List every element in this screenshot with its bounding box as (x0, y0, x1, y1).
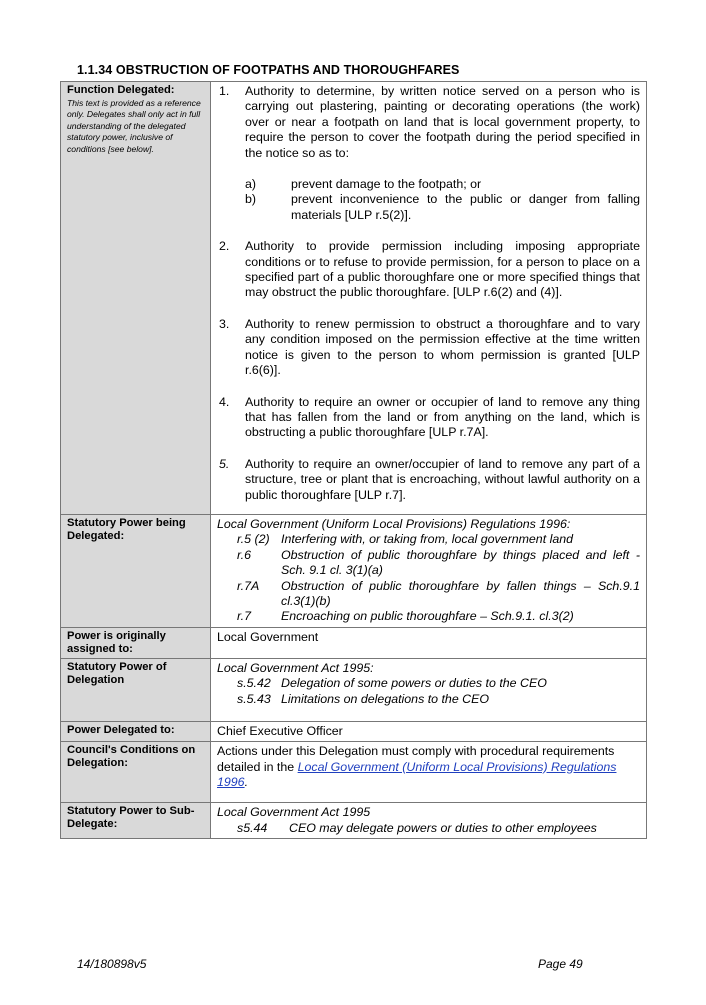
regulation-item: r.6 Obstruction of public thoroughfare by things placed and left - Sch. 9.1 cl. 3(1)(a) (237, 547, 640, 578)
power-of-delegation-content (211, 658, 647, 721)
delegation-table (60, 81, 647, 839)
originally-assigned-value: Local Government (211, 627, 647, 658)
regulation-heading: Local Government (Uniform Local Provisions) Regulations 1996: (217, 517, 571, 531)
row-statutory-power (61, 515, 647, 628)
list-item: 2. Authority to provide permission including imposing appropriate conditions or to refuse to provide permission, for a person to place on a specified part of a public thoroughfare one or more specified things that may obstruct the public thoroughfare. [ULP r.6(2) and (4)]. (219, 239, 640, 300)
list-item: 5. Authority to require an owner/occupier of land to remove any part of a structure, tree or plant that is encroaching, without lawful authority on a public thoroughfare [ULP r.7]. (219, 456, 640, 502)
regulation-item: r.7 Encroaching on public thoroughfare – Sch.9.1. cl.3(2) (237, 609, 574, 624)
function-content (211, 82, 647, 515)
list-item: 1. Authority to determine, by written notice served on a person who is carrying out plastering, painting or decorating operations (the work) over or near a footpath on land that is local government property, to require the person to cover the footpath during the period specified in the notice so as to: (219, 84, 640, 160)
row-power-of-delegation (61, 658, 647, 721)
statutory-power-content (211, 515, 647, 628)
sub-list-item: b) prevent inconvenience to the public or danger from falling materials [ULP r.5(2)]. (245, 192, 640, 222)
statutory-power-label: Statutory Power being Delegated: (61, 515, 211, 628)
power-of-delegation-label: Statutory Power of Delegation (61, 658, 211, 721)
row-delegated-to (61, 721, 647, 741)
regulations-link[interactable]: Local Government (Uniform Local Provisions) Regulations 1996 (217, 759, 617, 790)
act-heading: Local Government Act 1995 (217, 805, 371, 820)
delegated-to-label: Power Delegated to: (61, 721, 211, 741)
function-label: Function Delegated: (67, 84, 175, 96)
document-reference: 14/180898v5 (77, 957, 147, 971)
row-sub-delegate (61, 803, 647, 839)
section-item: s.5.42 Delegation of some powers or duties to the CEO (237, 676, 547, 691)
section-item: s5.44 CEO may delegate powers or duties to other employees (237, 820, 597, 835)
row-function-delegated (61, 82, 647, 515)
list-item: 3. Authority to renew permission to obstruct a thoroughfare and to vary any condition imposed on the permission effective at the time written notice is given to the person to whom permission is granted [ULP r.6(6)]. (219, 316, 640, 378)
delegated-to-value: Chief Executive Officer (211, 721, 647, 741)
sub-list-item: a) prevent damage to the footpath; or (245, 177, 482, 192)
conditions-content: Actions under this Delegation must comply with procedural requirements detailed in the Local Government (Uniform Local Provisions) Regulations 1996. (211, 742, 647, 803)
list-item: 4. Authority to require an owner or occupier of land to remove any thing that has fallen from the land or from anything on the land, which is obstructing a public thoroughfare [ULP r.7A]. (219, 394, 640, 440)
reference-note: This text is provided as a reference only. Delegates shall only act in full understanding of the delegated statutory power, inclusive of conditions [see below]. (67, 98, 201, 154)
section-item: s.5.43 Limitations on delegations to the CEO (237, 691, 490, 706)
label-cell (61, 82, 211, 515)
sub-delegate-content (211, 803, 647, 839)
conditions-label: Council's Conditions on Delegation: (61, 742, 211, 803)
regulation-item: r.5 (2) Interfering with, or taking from, local government land (237, 532, 574, 547)
row-conditions (61, 742, 647, 803)
page-number: Page 49 (538, 957, 583, 971)
row-originally-assigned (61, 627, 647, 658)
section-title: 1.1.34 OBSTRUCTION OF FOOTPATHS AND THOROUGHFARES (77, 63, 460, 77)
regulation-item: r.7A Obstruction of public thoroughfare by fallen things – Sch.9.1 cl.3(1)(b) (237, 578, 640, 609)
act-heading: Local Government Act 1995: (217, 660, 374, 675)
sub-delegate-label: Statutory Power to Sub-Delegate: (61, 803, 211, 839)
originally-assigned-label: Power is originally assigned to: (61, 627, 211, 658)
